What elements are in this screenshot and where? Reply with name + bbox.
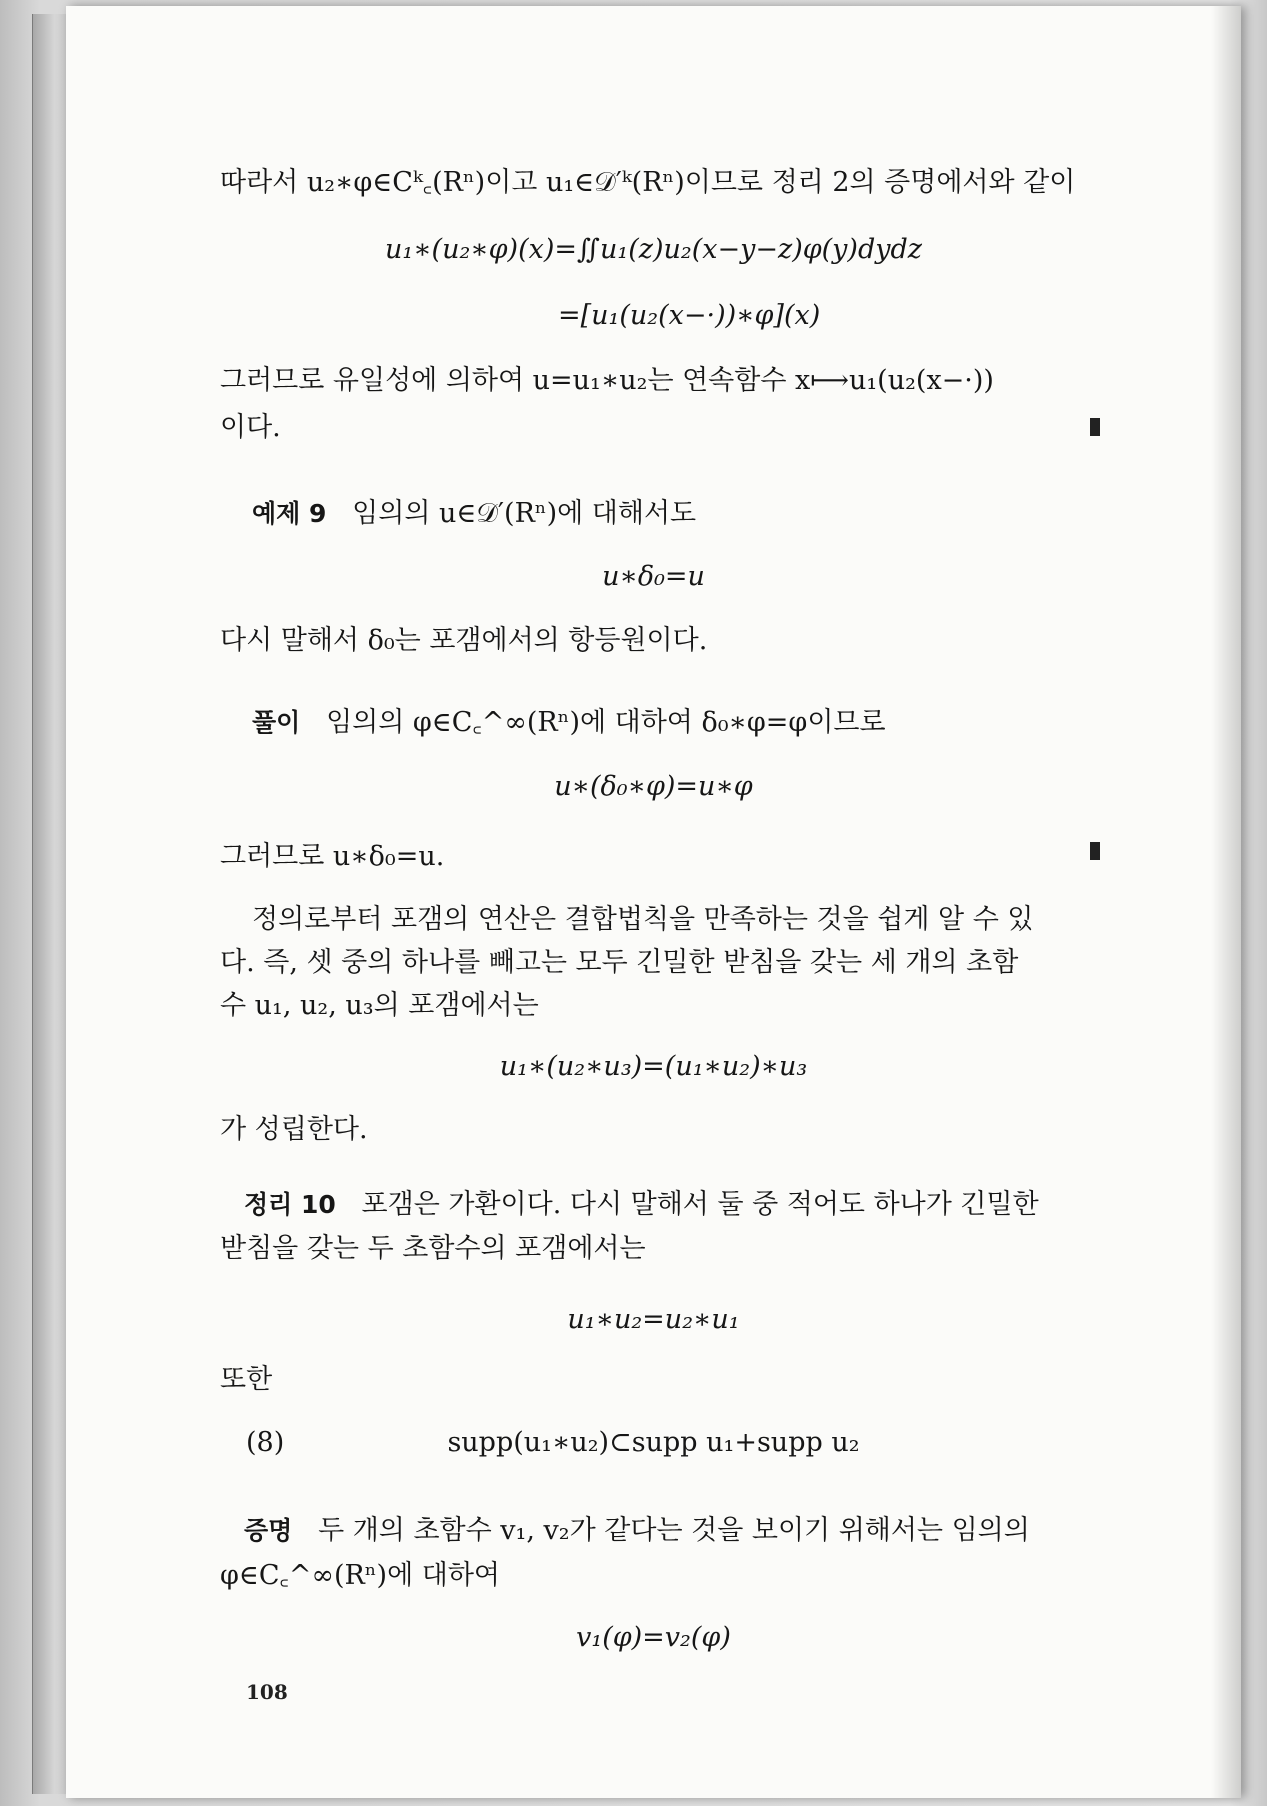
theorem-label: 정리 10 (244, 1190, 336, 1219)
text-line: 그러므로 유일성에 의하여 u=u₁∗u₂는 연속함수 x⟼u₁(u₂(x−·)) (220, 365, 994, 396)
text-line: 따라서 u₂∗φ∈Cᵏ꜀(Rⁿ)이고 u₁∈𝒟′ᵏ(Rⁿ)이므로 정리 2의 증명에서와 같이 (220, 167, 1076, 198)
page-number: 108 (246, 1680, 288, 1704)
text-line: 정의로부터 포갬의 연산은 결합법칙을 만족하는 것을 쉽게 알 수 있 (252, 904, 1034, 935)
book-page-edge (32, 14, 69, 1794)
theorem-heading (244, 1188, 1039, 1222)
text-line: 다. 즉, 셋 중의 하나를 빼고는 모두 긴밀한 받침을 갖는 세 개의 초함 (220, 947, 1019, 978)
equation: u₁∗u₂=u₂∗u₁ (567, 1304, 740, 1335)
example-text: 임의의 u∈𝒟′(Rⁿ)에 대해서도 (352, 498, 697, 529)
equation-tag: (8) (246, 1427, 285, 1458)
equation: u∗(δ₀∗φ)=u∗φ (554, 771, 753, 802)
text-line: 이다. (220, 412, 281, 443)
equation: supp(u₁∗u₂)⊂supp u₁+supp u₂ (447, 1427, 860, 1458)
text-line: 또한 (220, 1364, 273, 1395)
equation: u∗δ₀=u (602, 561, 705, 592)
equation: =[u₁(u₂(x−·))∗φ](x) (558, 300, 821, 331)
equation: v₁(φ)=v₂(φ) (576, 1622, 731, 1653)
text-line: 받침을 갖는 두 초함수의 포갬에서는 (220, 1233, 646, 1264)
example-label: 예제 9 (252, 499, 327, 528)
theorem-text: 포갬은 가환이다. 다시 말해서 둘 중 적어도 하나가 긴밀한 (361, 1189, 1039, 1220)
solution-label: 풀이 (252, 708, 301, 737)
text-line: 그러므로 u∗δ₀=u. (220, 841, 445, 872)
equation: u₁∗(u₂∗φ)(x)=∬u₁(z)u₂(x−y−z)φ(y)dydz (384, 234, 923, 265)
page-shadow (1211, 6, 1241, 1798)
proof-label: 증명 (244, 1516, 293, 1545)
text-line: 다시 말해서 δ₀는 포갬에서의 항등원이다. (220, 625, 708, 656)
text-line: 수 u₁, u₂, u₃의 포갬에서는 (220, 990, 539, 1021)
solution-text: 임의의 φ∈C꜀^∞(Rⁿ)에 대하여 δ₀∗φ=φ이므로 (326, 707, 886, 738)
proof-text: 두 개의 초함수 v₁, v₂가 같다는 것을 보이기 위해서는 임의의 (318, 1515, 1030, 1546)
text-line: 가 성립한다. (220, 1114, 368, 1145)
solution-heading (252, 706, 886, 740)
book-page (66, 6, 1241, 1798)
text-line: φ∈C꜀^∞(Rⁿ)에 대하여 (220, 1560, 500, 1591)
qed-mark (1090, 842, 1100, 860)
proof-heading (244, 1514, 1030, 1548)
qed-mark (1090, 418, 1100, 436)
equation: u₁∗(u₂∗u₃)=(u₁∗u₂)∗u₃ (499, 1051, 808, 1082)
example-heading (252, 497, 696, 531)
